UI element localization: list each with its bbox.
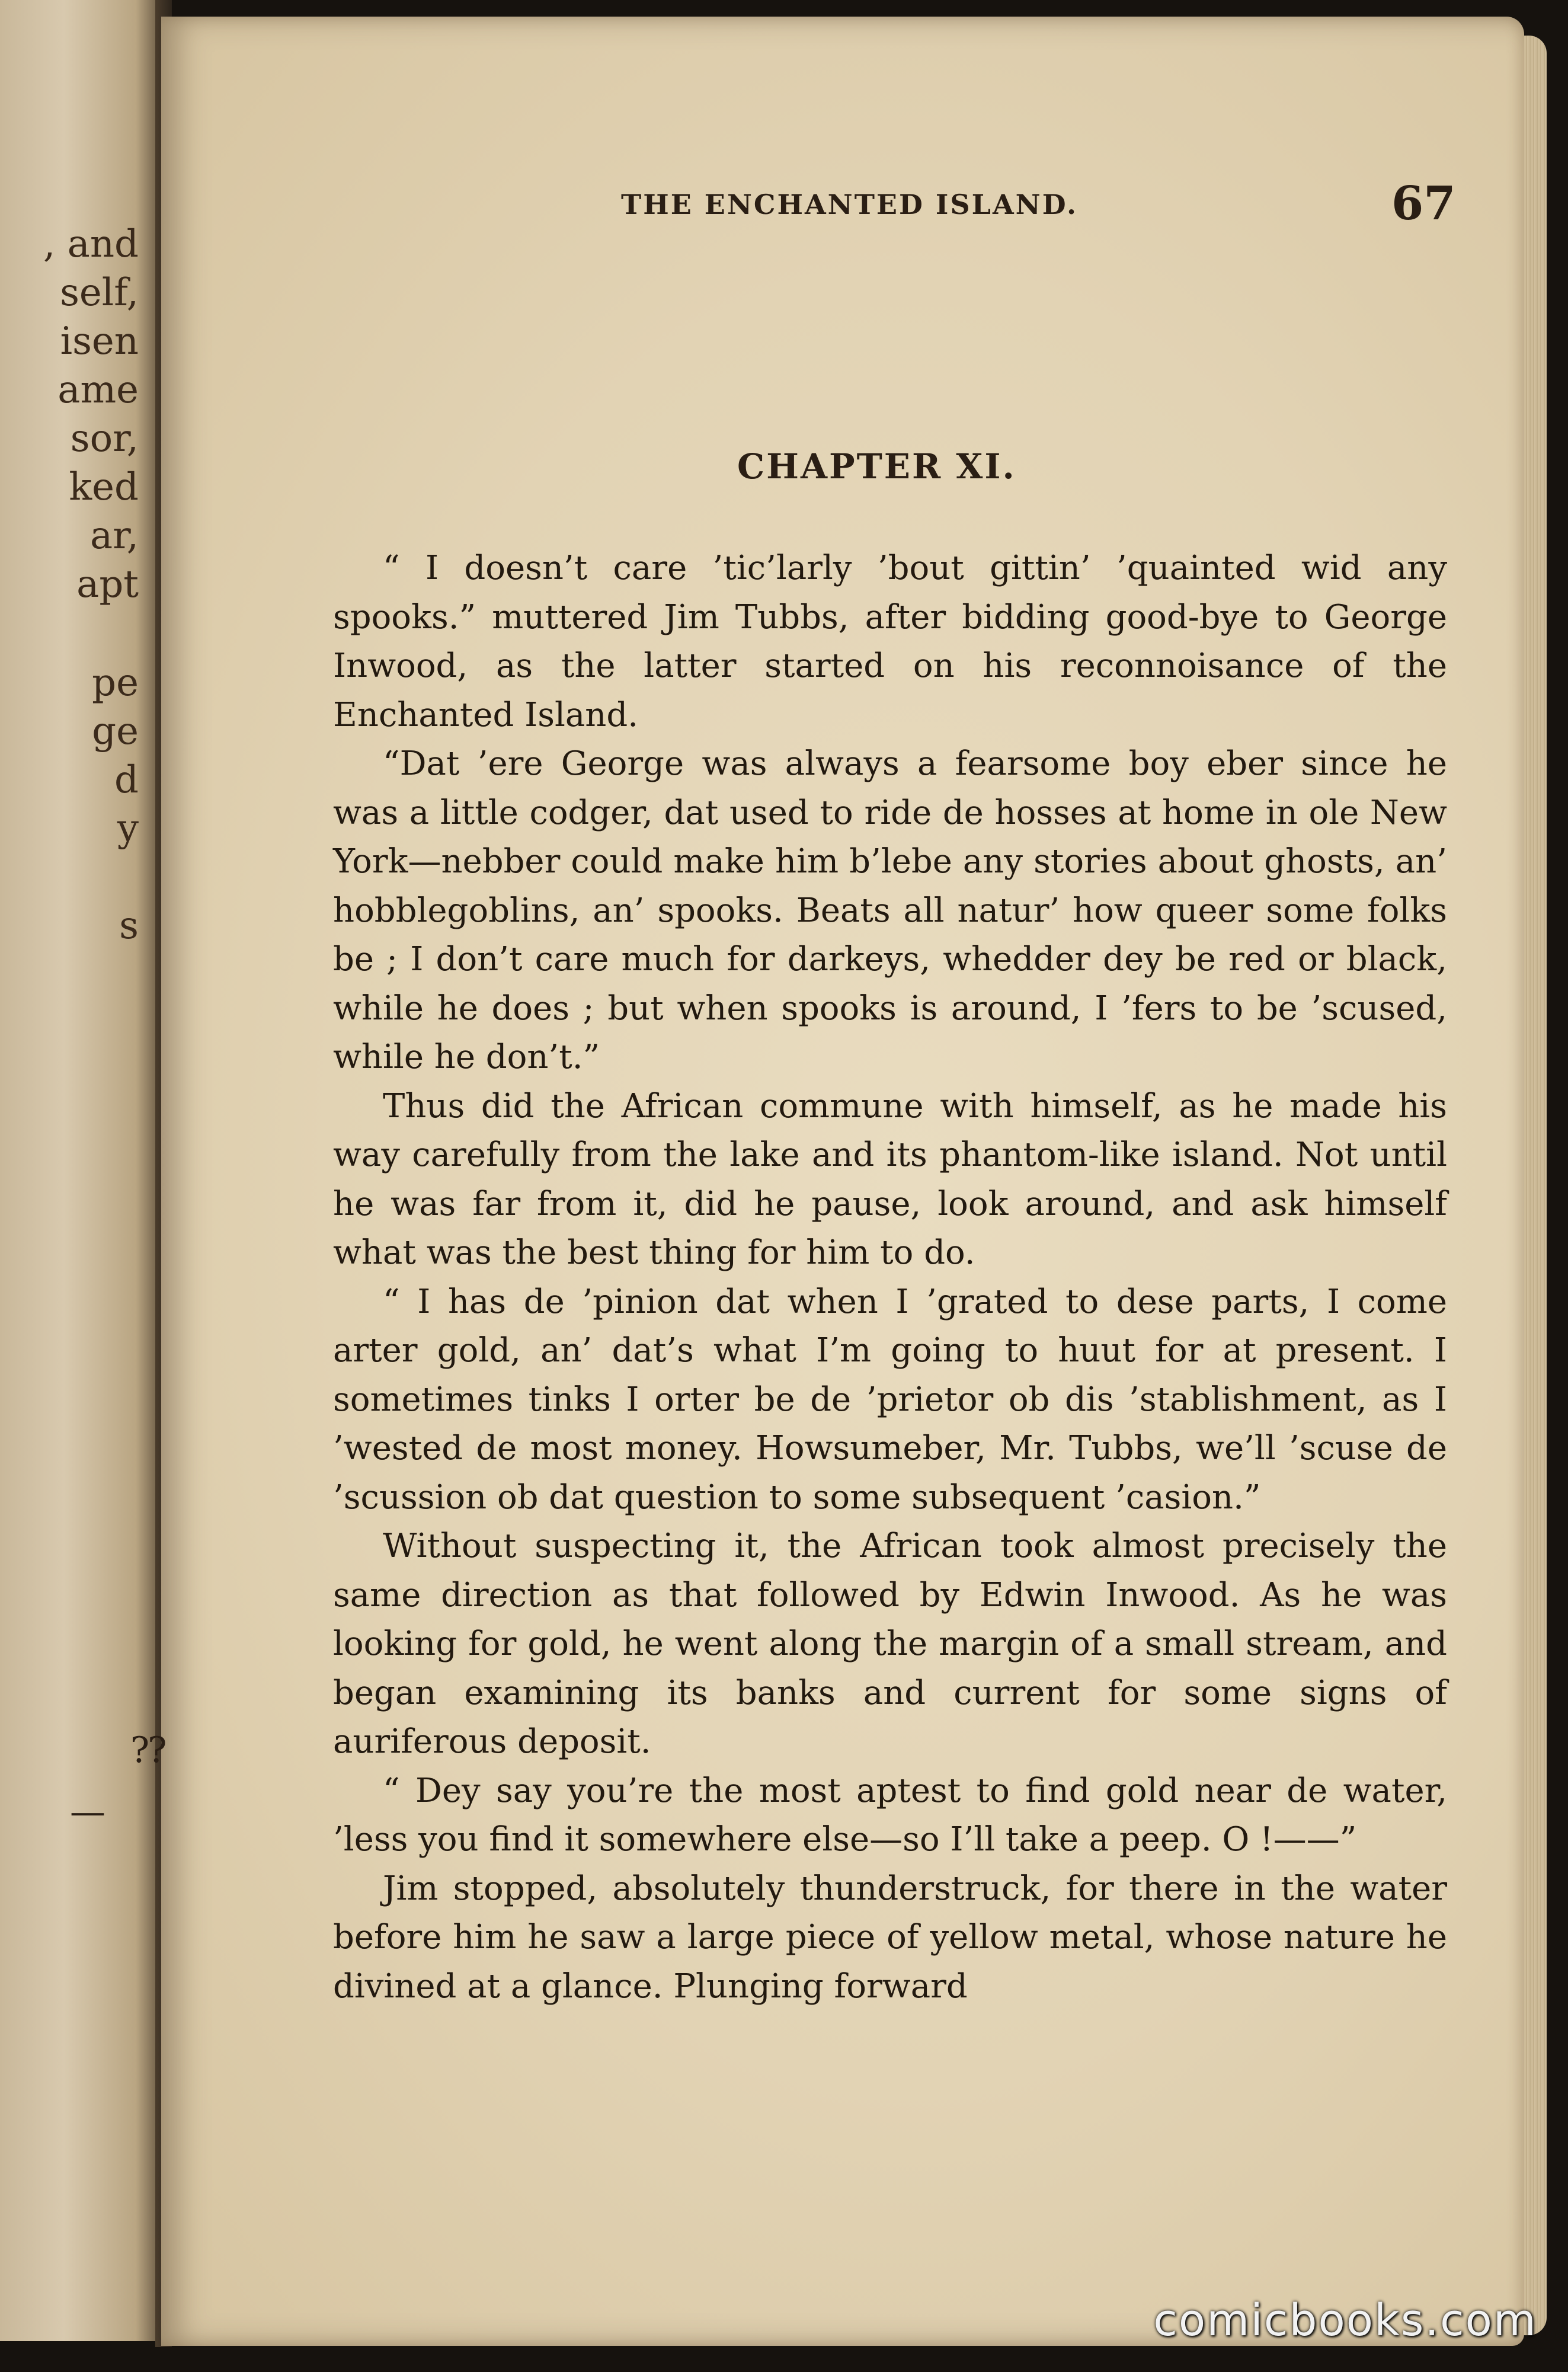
paragraph: Jim stopped, absolutely thunderstruck, for there in the water before him he saw a large piece of yellow metal, whose nature he divined at a glance. Plunging forward [333,1869,1447,2006]
chapter-body [333,544,1447,2011]
left-page-fragment: self, [60,271,139,315]
left-page-fragment: , and [43,222,139,266]
page-number: 67 [1391,177,1456,231]
paragraph: “ I has de ’pinion dat when I ’grated to dese parts, I come arter gold, an’ dat’s what I’m going to huut for at present. I sometimes tinks I orter be de ’prietor ob dis ’stablishment, as I ’wested de most money. Howsumeber, Mr. Tubbs, we’ll ’scuse de ’scussion ob dat question to some subsequent ’casion.” [333,1282,1447,1517]
paragraph: Thus did the African commune with himself, as he made his way carefully from the lake and its phantom-like island. Not until he was far from it, did he pause, look around, and ask himself what was the best thing for him to do. [333,1086,1447,1272]
left-page-fragment: ge [92,709,139,753]
left-page-edge [0,0,160,2341]
paragraph: Without suspecting it, the African took almost precisely the same direction as that followed by Edwin Inwood. As he was looking for gold, he went along the margin of a small stream, and began examining its banks and current for some signs of auriferous deposit. [333,1527,1447,1761]
left-page-fragment: apt [76,562,139,606]
watermark: comicbooks.com [1153,2295,1537,2346]
left-page-fragment: ked [69,465,139,509]
paragraph: “ Dey say you’re the most aptest to find gold near de water, ’less you find it somewhere else—so I’ll take a peep. O !——” [333,1771,1447,1859]
chapter-heading: CHAPTER XI. [737,446,1016,487]
left-page-fragment: isen [60,319,139,363]
book-page [161,17,1524,2346]
left-page-fragment: ame [57,368,139,412]
left-page-fragment: y [117,807,139,851]
left-page-fragment: sor, [70,417,139,461]
left-page-fragment: pe [92,661,139,705]
margin-mark: ⁇ [132,1730,167,1771]
margin-dash: — [70,1791,105,1833]
running-head: THE ENCHANTED ISLAND. [621,188,1078,220]
paragraph: “ I doesn’t care ’tic’larly ’bout gittin’ ’quainted wid any spooks.” muttered Jim Tubbs, after bidding good-bye to George Inwood, as the latter started on his reconnoisance of the Enchanted Island. [333,549,1447,734]
left-page-fragment: d [114,758,139,802]
left-page-fragment: s [119,904,139,948]
left-page-fragment: ar, [89,514,139,558]
paragraph: “Dat ’ere George was always a fearsome boy eber since he was a little codger, dat used to ride de hosses at home in ole New York—nebber could make him b’lebe any stories about ghosts, an’ hobblegoblins, an’ spooks. Beats all natur’ how queer some folks be ; I don’t care much for darkeys, whedder dey be red or black, while he does ; but when spooks is around, I ’fers to be ’scused, while he don’t.” [333,744,1447,1076]
